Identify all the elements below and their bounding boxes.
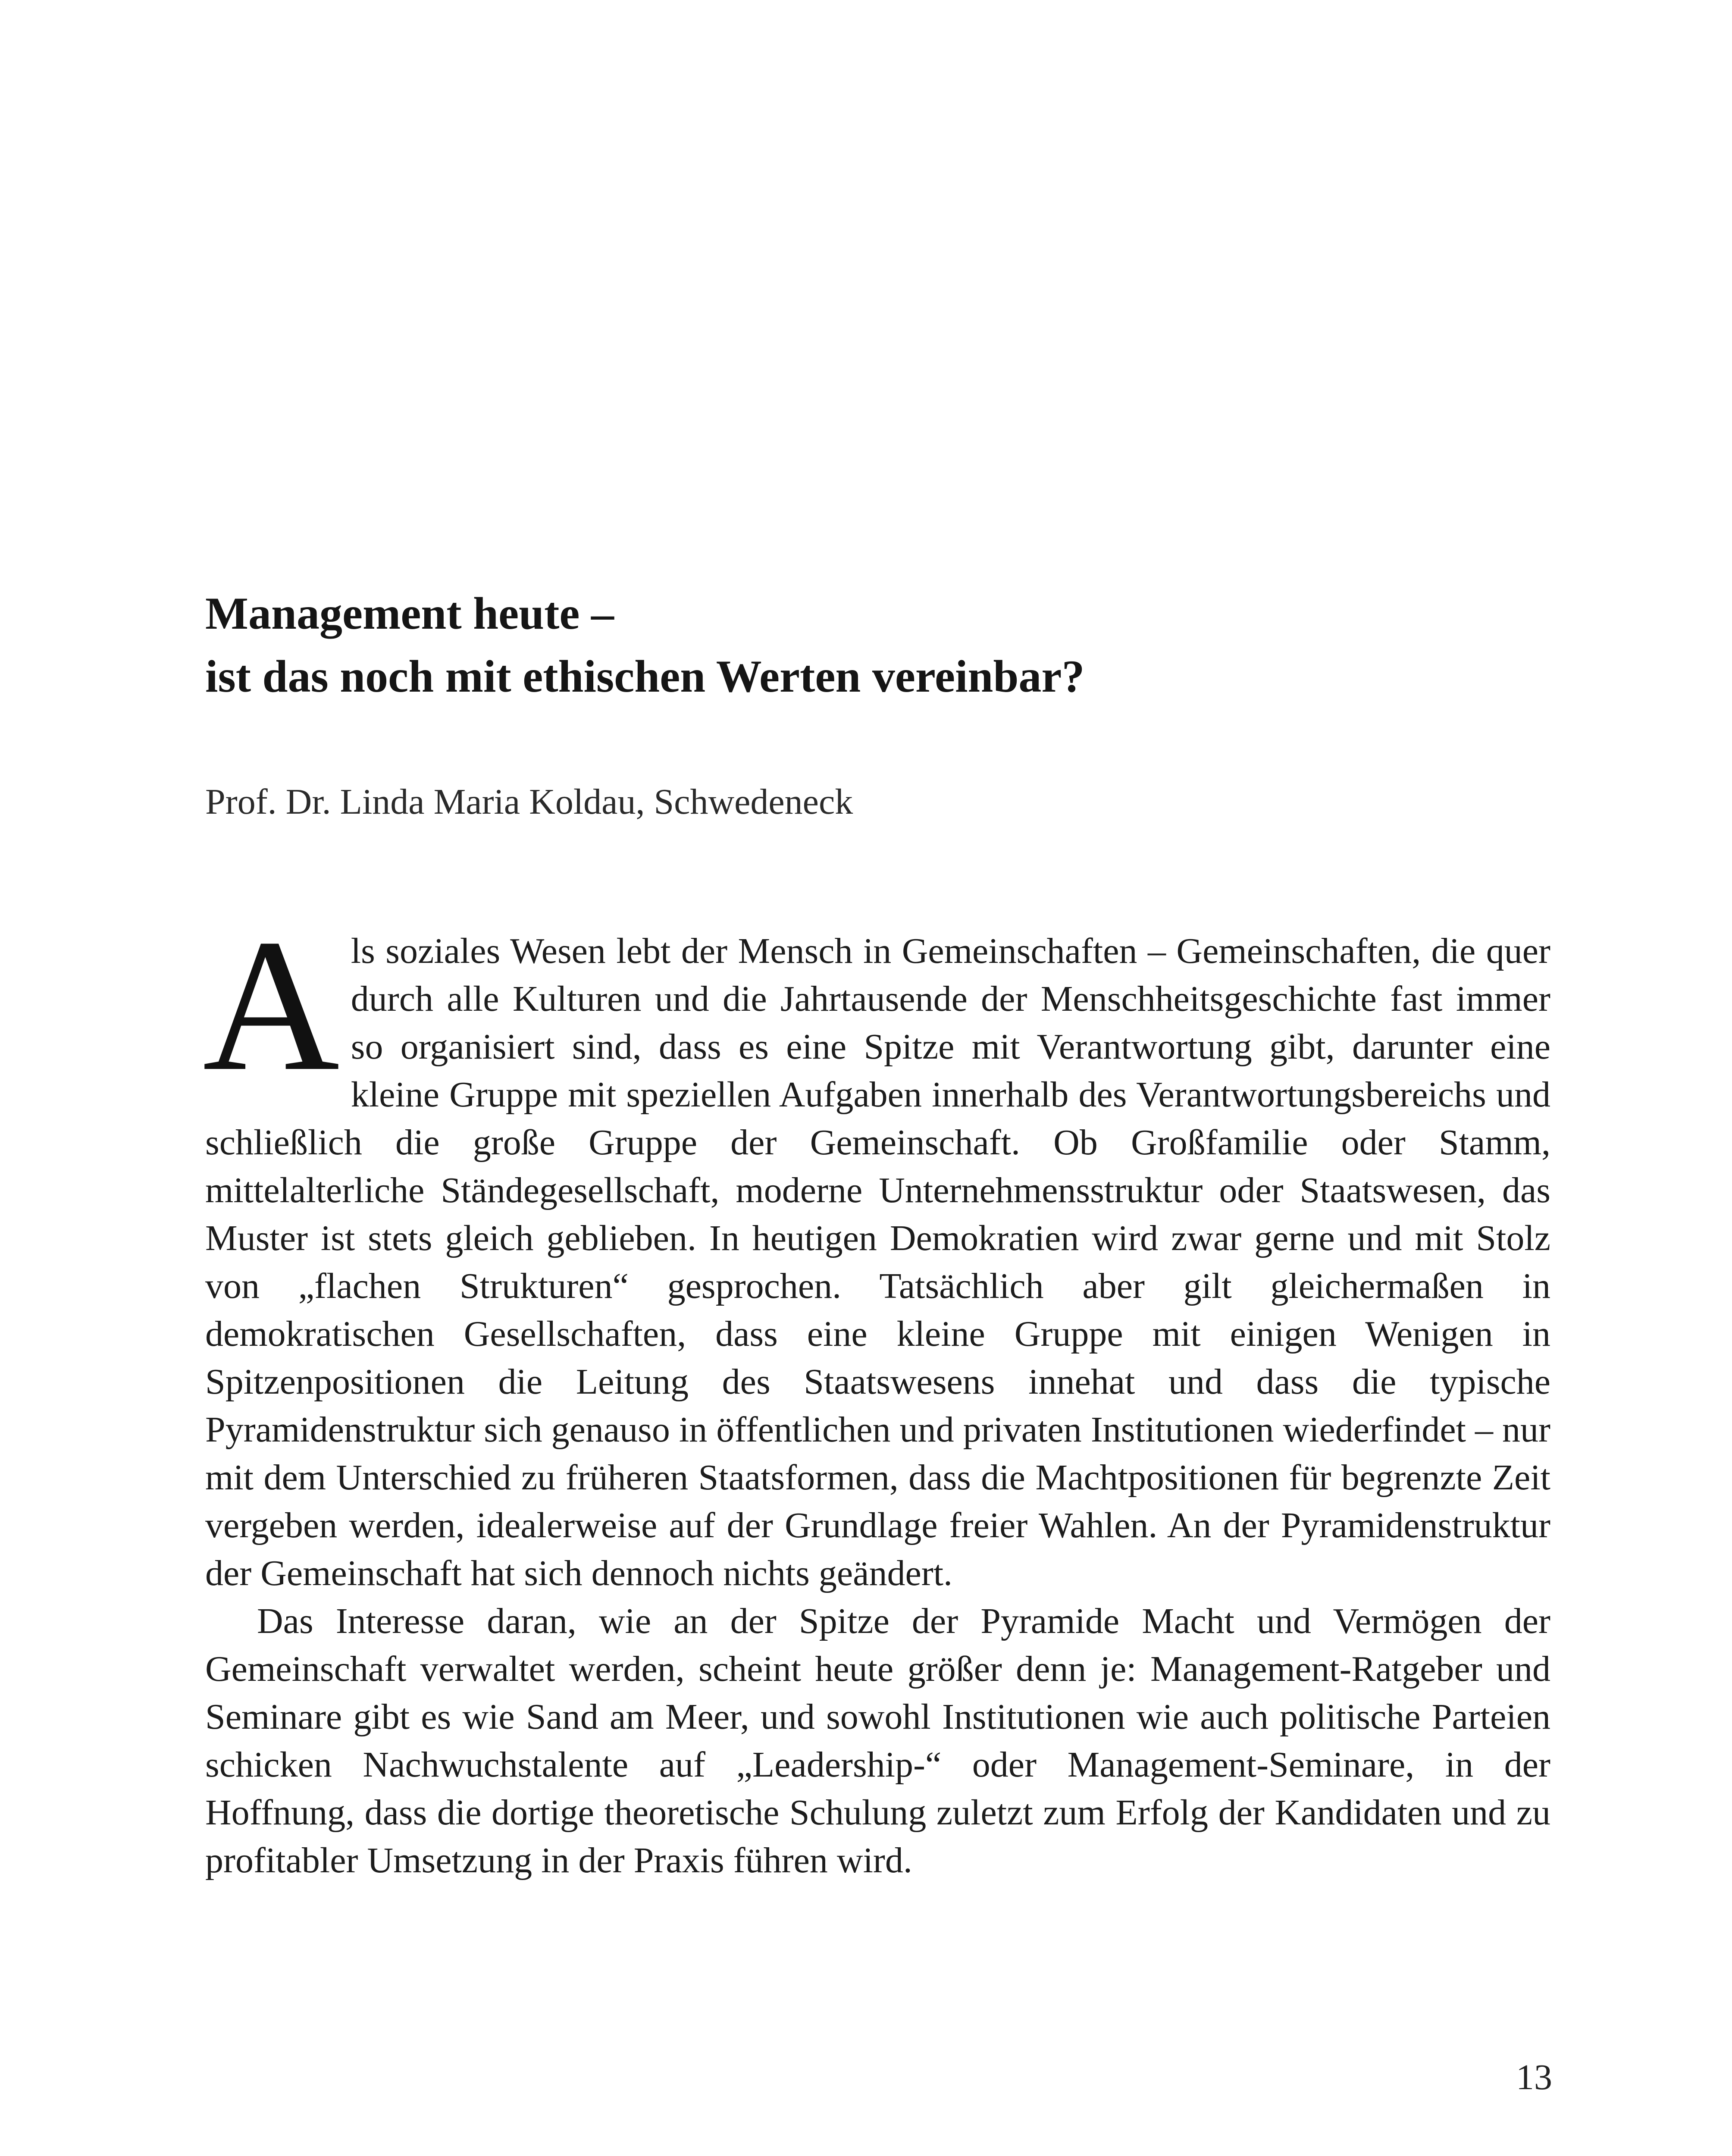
- paragraph-1-text: ls soziales Wesen lebt der Mensch in Gemeinschaften – Gemeinschaften, die quer durch alle Kulturen und die Jahrtausende der Menschheitsgeschichte fast immer so organisiert sind, dass es eine Spitze mit Verantwortung gibt, darunter eine kleine Gruppe mit speziellen Aufgaben innerhalb des Verantwortungsbereichs und schließlich die große Gruppe der Gemeinschaft. Ob Großfamilie oder Stamm, mittelalterliche Ständegesellschaft, moderne Unternehmensstruktur oder Staatswesen, das Muster ist stets gleich geblieben. In heutigen Demokratien wird zwar gerne und mit Stolz von „flachen Strukturen“ gesprochen. Tatsächlich aber gilt gleichermaßen in demokratischen Gesellschaften, dass eine kleine Gruppe mit einigen Wenigen in Spitzenpositionen die Leitung des Staatswesens innehat und dass die typische Pyramidenstruktur sich genauso in öffentlichen und privaten Institutionen wiederfindet – nur mit dem Unterschied zu früheren Staatsformen, dass die Machtpositionen für begrenzte Zeit vergeben werden, idealerweise auf der Grundlage freier Wahlen. An der Pyramidenstruktur der Gemeinschaft hat sich dennoch nichts geändert.: [205, 931, 1550, 1593]
- chapter-title: [205, 582, 1585, 708]
- paragraph-2-text: Das Interesse daran, wie an der Spitze der Pyramide Macht und Vermögen der Gemeinschaft verwaltet werden, scheint heute größer denn je: Management-Ratgeber und Seminare gibt es wie Sand am Meer, und sowohl Institutionen wie auch politische Parteien schicken Nachwuchstalente auf „Leadership-“ oder Management-Seminare, in der Hoffnung, dass die dortige theoretische Schulung zuletzt zum Erfolg der Kandidaten und zu profitabler Umsetzung in der Praxis führen wird.: [205, 1601, 1550, 1880]
- chapter-title-line-2: ist das noch mit ethischen Werten vereinbar?: [205, 651, 1085, 702]
- drop-cap: A: [203, 900, 340, 1110]
- paragraph-1: [203, 900, 1550, 1597]
- chapter-title-line-1: Management heute –: [205, 588, 614, 639]
- page-number: 13: [1516, 2057, 1552, 2097]
- author-line: Prof. Dr. Linda Maria Koldau, Schwedeneck: [205, 782, 853, 822]
- paragraph-2: [205, 1597, 1550, 1884]
- body-text: [203, 900, 1550, 1884]
